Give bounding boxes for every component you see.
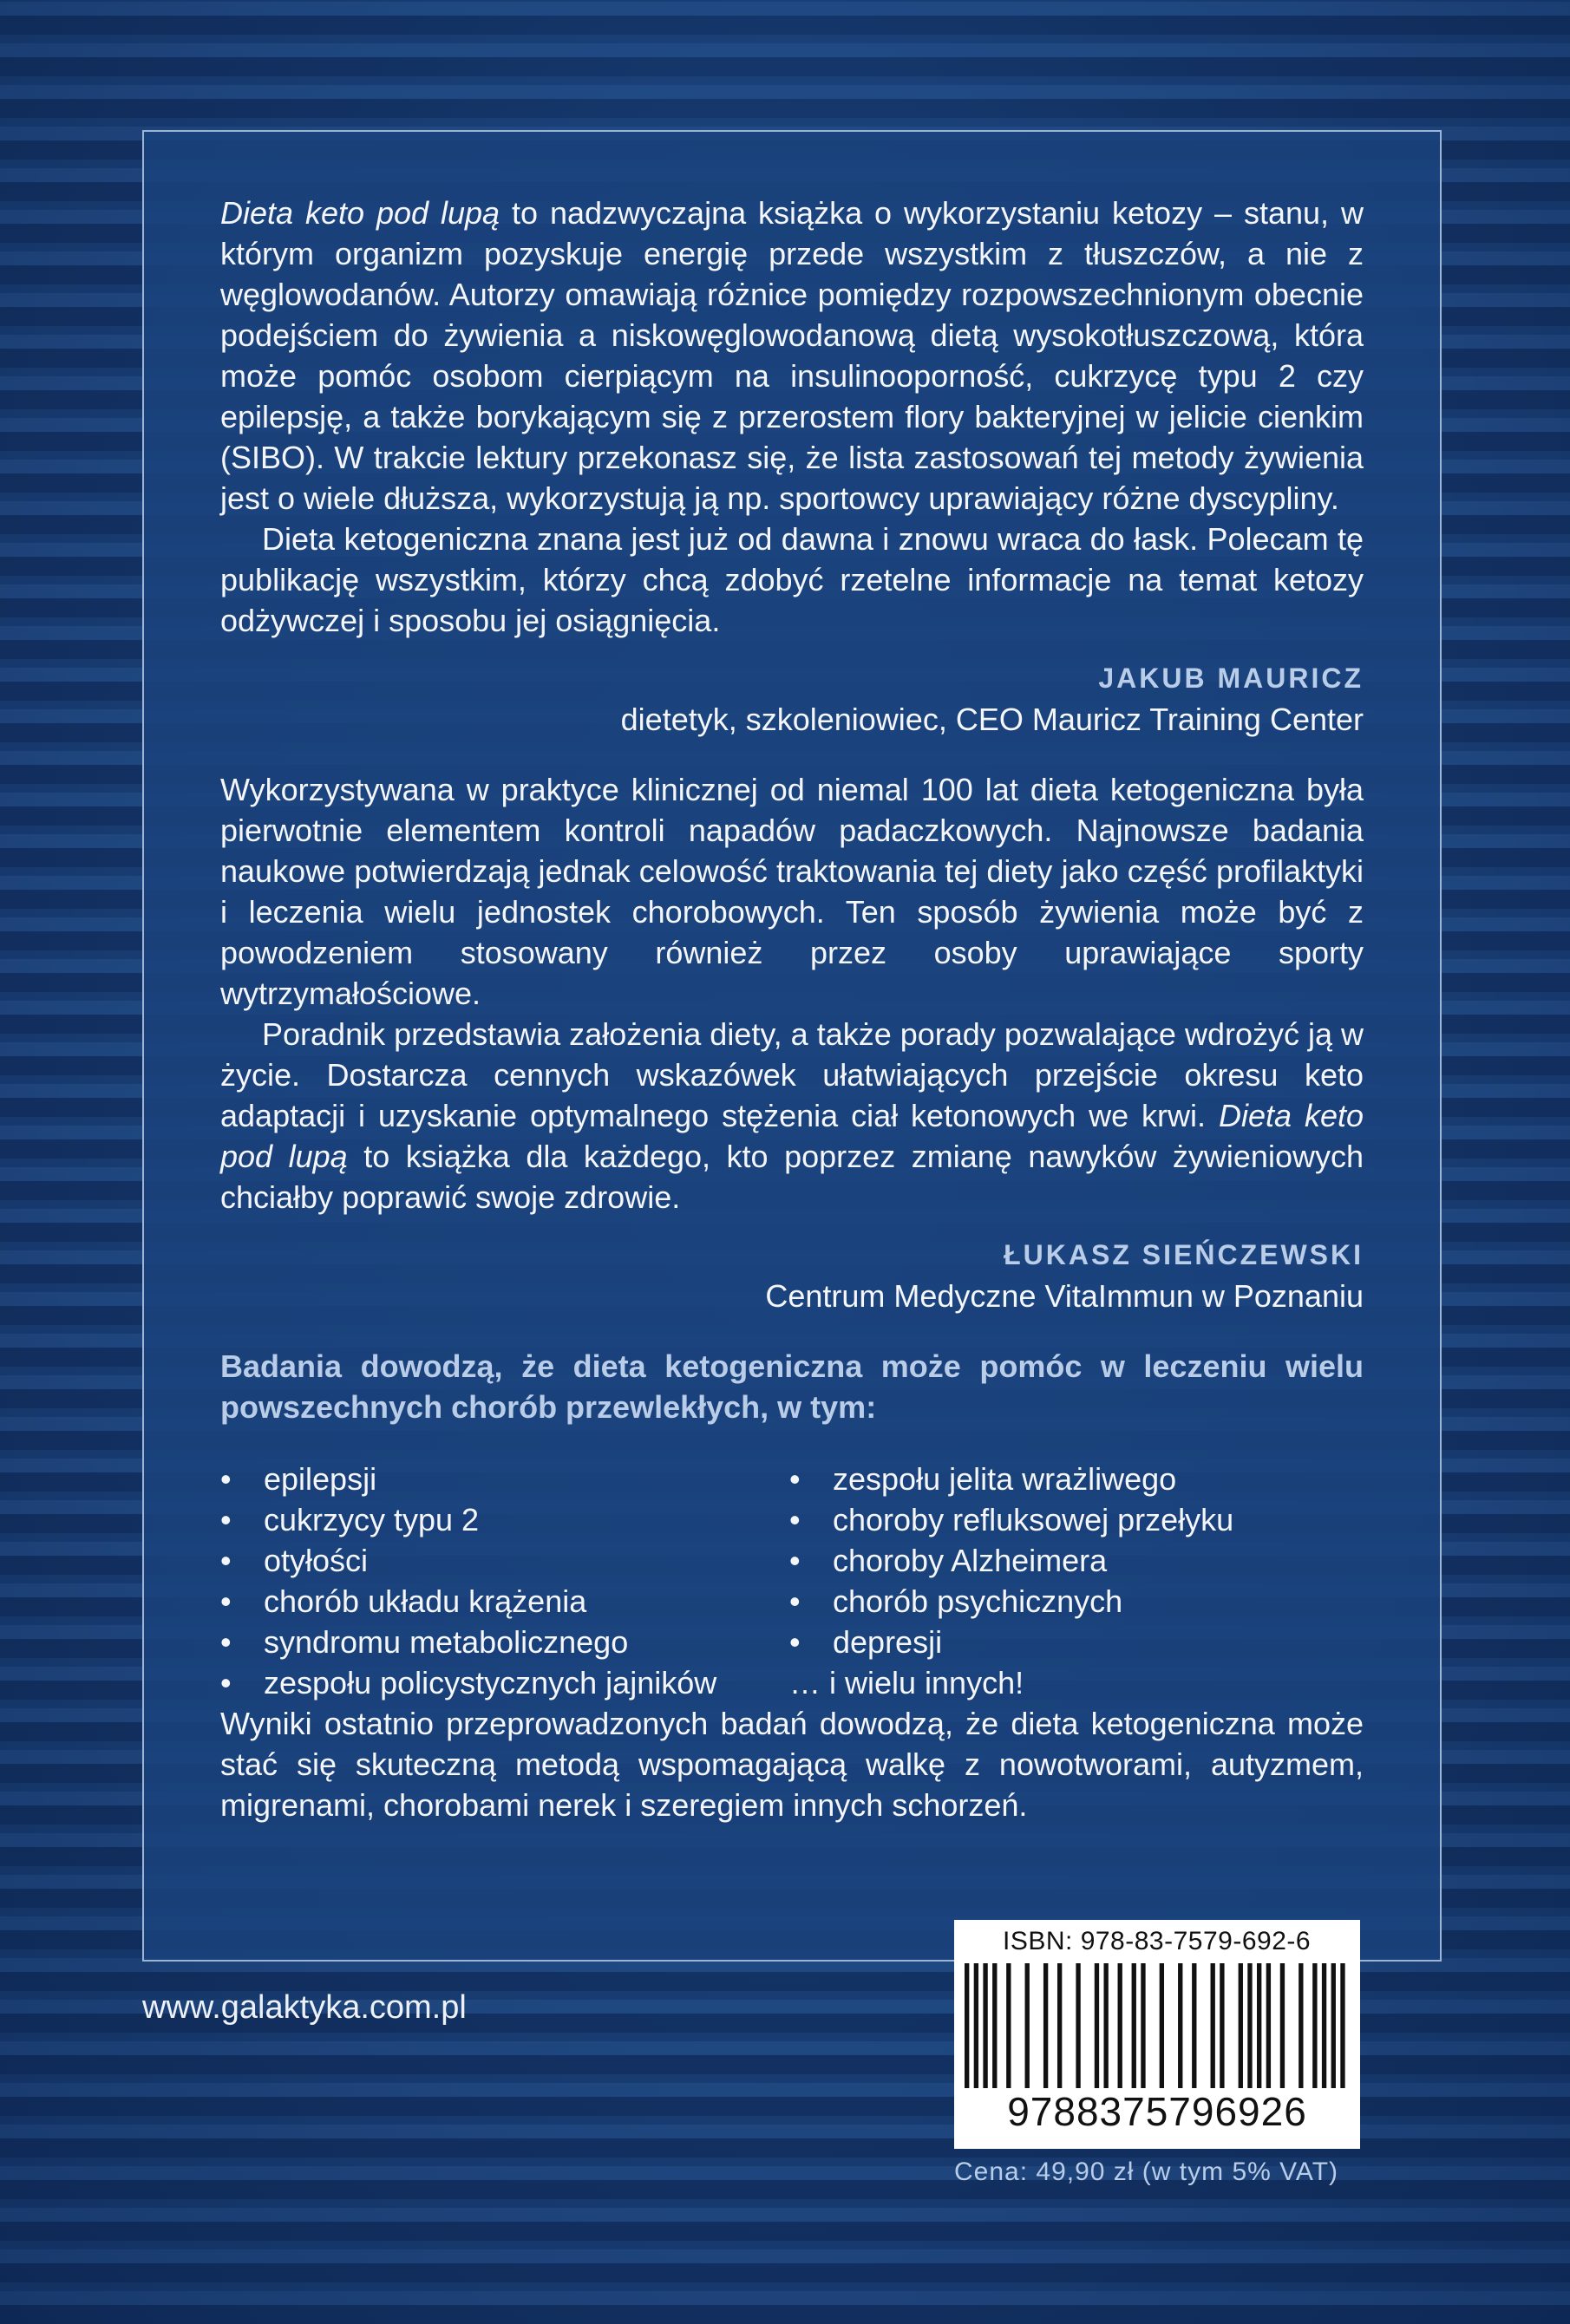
review1-author: JAKUB MAURICZ: [1098, 663, 1364, 694]
diseases-intro: Badania dowodzą, że dieta ketogeniczna może pomóc w leczeniu wielu powszechnych chorób przewlekłych, w tym:: [220, 1348, 1364, 1425]
barcode-bar: [1331, 1963, 1336, 2093]
ean-digits: 9788375796926: [961, 2088, 1353, 2135]
review1-paragraph-1: [220, 193, 1364, 519]
barcode-bar: [1025, 1963, 1030, 2093]
book-title-inline: Dieta keto pod lupą: [220, 1098, 1364, 1174]
list-item: • epilepsji: [220, 1459, 789, 1499]
barcode-bar: [1141, 1963, 1145, 2093]
review2-paragraph-1: Wykorzystywana w praktyce klinicznej od niemal 100 lat dieta ketogeniczna była pierwotnie elementem kontroli napadów padaczkowych. Najnowsze badania naukowe potwierdzają jednak celowość traktowania tej diety jako część profilaktyki i leczenia wielu jednostek chorobowych. Ten sposób żywienia może być z powodzeniem stosowany również przez osoby uprawiające sporty wytrzymałościowe.: [220, 772, 1364, 1011]
review2-paragraph-2: [220, 1014, 1364, 1217]
list-item: • choroby Alzheimera: [789, 1540, 1364, 1581]
barcode-bar: [1178, 1963, 1182, 2093]
review1-paragraph-2: Dieta ketogeniczna znana jest już od dawna i znowu wraca do łask. Polecam tę publikację wszystkim, którzy chcą zdobyć rzetelne informacje na temat ketozy odżywczej i sposobu jej osiągnięcia.: [220, 521, 1364, 638]
list-item: • cukrzycy typu 2: [220, 1499, 789, 1540]
barcode-bar: [1322, 1963, 1326, 2093]
review1-paragraph-1-text: to nadzwyczajna książka o wykorzystaniu ketozy – stanu, w którym organizm pozyskuje energię przede wszystkim z tłuszczów, a nie z węglowodanów. Autorzy omawiają różnice pomiędzy rozpowszechnionym obecnie podejściem do żywienia a niskowęglowodanową dietą wysokotłuszczową, która może pomóc osobom cierpiącym na insulinooporność, cukrzycę typu 2 czy epilepsję, a także borykającym się z przerostem flory bakteryjnej w jelicie cienkim (SIBO). W trakcie lektury przekonasz się, że lista zastosowań tej metody żywienia jest o wiele dłuższa, wykorzystują ją np. sportowcy uprawiający różne dyscypliny.: [220, 195, 1364, 516]
barcode-bar: [1118, 1963, 1122, 2093]
barcode-bar: [1280, 1963, 1285, 2093]
barcode-bar: [1220, 1963, 1224, 2093]
diseases-list-right: [789, 1459, 1364, 1703]
review2-signature: [220, 1235, 1364, 1316]
list-item: • syndromu metabolicznego: [220, 1622, 789, 1662]
barcode-bar: [1192, 1963, 1196, 2093]
barcode-bar: [1132, 1963, 1136, 2093]
closing-paragraph: Wyniki ostatnio przeprowadzonych badań dowodzą, że dieta ketogeniczna może stać się skuteczną metodą wspomagającą walkę z nowotworami, autyzmem, migrenami, chorobami nerek i szeregiem innych schorzeń.: [220, 1706, 1364, 1823]
barcode-bar: [1043, 1963, 1048, 2093]
review1-signature: [220, 658, 1364, 740]
barcode-bar: [1076, 1963, 1080, 2093]
review1-author-role: dietetyk, szkoleniowiec, CEO Mauricz Training Center: [620, 702, 1364, 737]
diseases-list-left: [220, 1459, 789, 1703]
barcode-bar: [1057, 1963, 1062, 2093]
back-cover-text: [220, 193, 1364, 1825]
publisher-url[interactable]: www.galaktyka.com.pl: [142, 1989, 467, 2026]
barcode-bar: [1299, 1963, 1303, 2093]
book-title: Dieta keto pod lupą: [220, 195, 500, 231]
review2-paragraph-2-end: to książka dla każdego, kto poprzez zmianę nawyków żywieniowych chciałby poprawić swoje zdrowie.: [220, 1139, 1364, 1215]
list-item: • zespołu policystycznych jajników: [220, 1662, 789, 1703]
review2-author: ŁUKASZ SIEŃCZEWSKI: [1004, 1239, 1364, 1270]
barcode-bar: [965, 1963, 969, 2093]
list-item: • chorób psychicznych: [789, 1581, 1364, 1622]
list-item: • zespołu jelita wrażliwego: [789, 1459, 1364, 1499]
barcode-bar: [1006, 1963, 1011, 2093]
barcode-bar: [974, 1963, 978, 2093]
list-item: • choroby refluksowej przełyku: [789, 1499, 1364, 1540]
barcode-bar: [1312, 1963, 1317, 2093]
barcode-bar: [1257, 1963, 1261, 2093]
barcode-bar: [1239, 1963, 1243, 2093]
review2-paragraph-2-text: Poradnik przedstawia założenia diety, a także porady pozwalające wdrożyć ją w życie. Dostarcza cennych wskazówek ułatwiających przejście okresu keto adaptacji i uzyskanie optymalnego stężenia ciał ketonowych we krwi.: [220, 1016, 1364, 1133]
barcode-bar: [1247, 1963, 1252, 2093]
diseases-lists: [220, 1459, 1364, 1703]
barcode-bar: [992, 1963, 997, 2093]
list-item: • otyłości: [220, 1540, 789, 1581]
barcode-bar: [1266, 1963, 1271, 2093]
barcode-bar: [1340, 1963, 1344, 2093]
list-item: • depresji: [789, 1622, 1364, 1662]
barcode-bar: [1211, 1963, 1215, 2093]
list-item-more: … i wielu innych!: [789, 1665, 1024, 1701]
price-label: Cena: 49,90 zł (w tym 5% VAT): [954, 2158, 1339, 2186]
list-item: • chorób układu krążenia: [220, 1581, 789, 1622]
barcode-bar: [1103, 1963, 1108, 2093]
barcode-bar: [983, 1963, 987, 2093]
barcode-bar: [1095, 1963, 1099, 2093]
isbn-label: ISBN: 978-83-7579-692-6: [1003, 1927, 1312, 1955]
review2-author-role: Centrum Medyczne VitaImmun w Poznaniu: [765, 1278, 1364, 1314]
barcode-bar: [1160, 1963, 1164, 2093]
barcode-icon: [965, 1963, 1350, 2093]
